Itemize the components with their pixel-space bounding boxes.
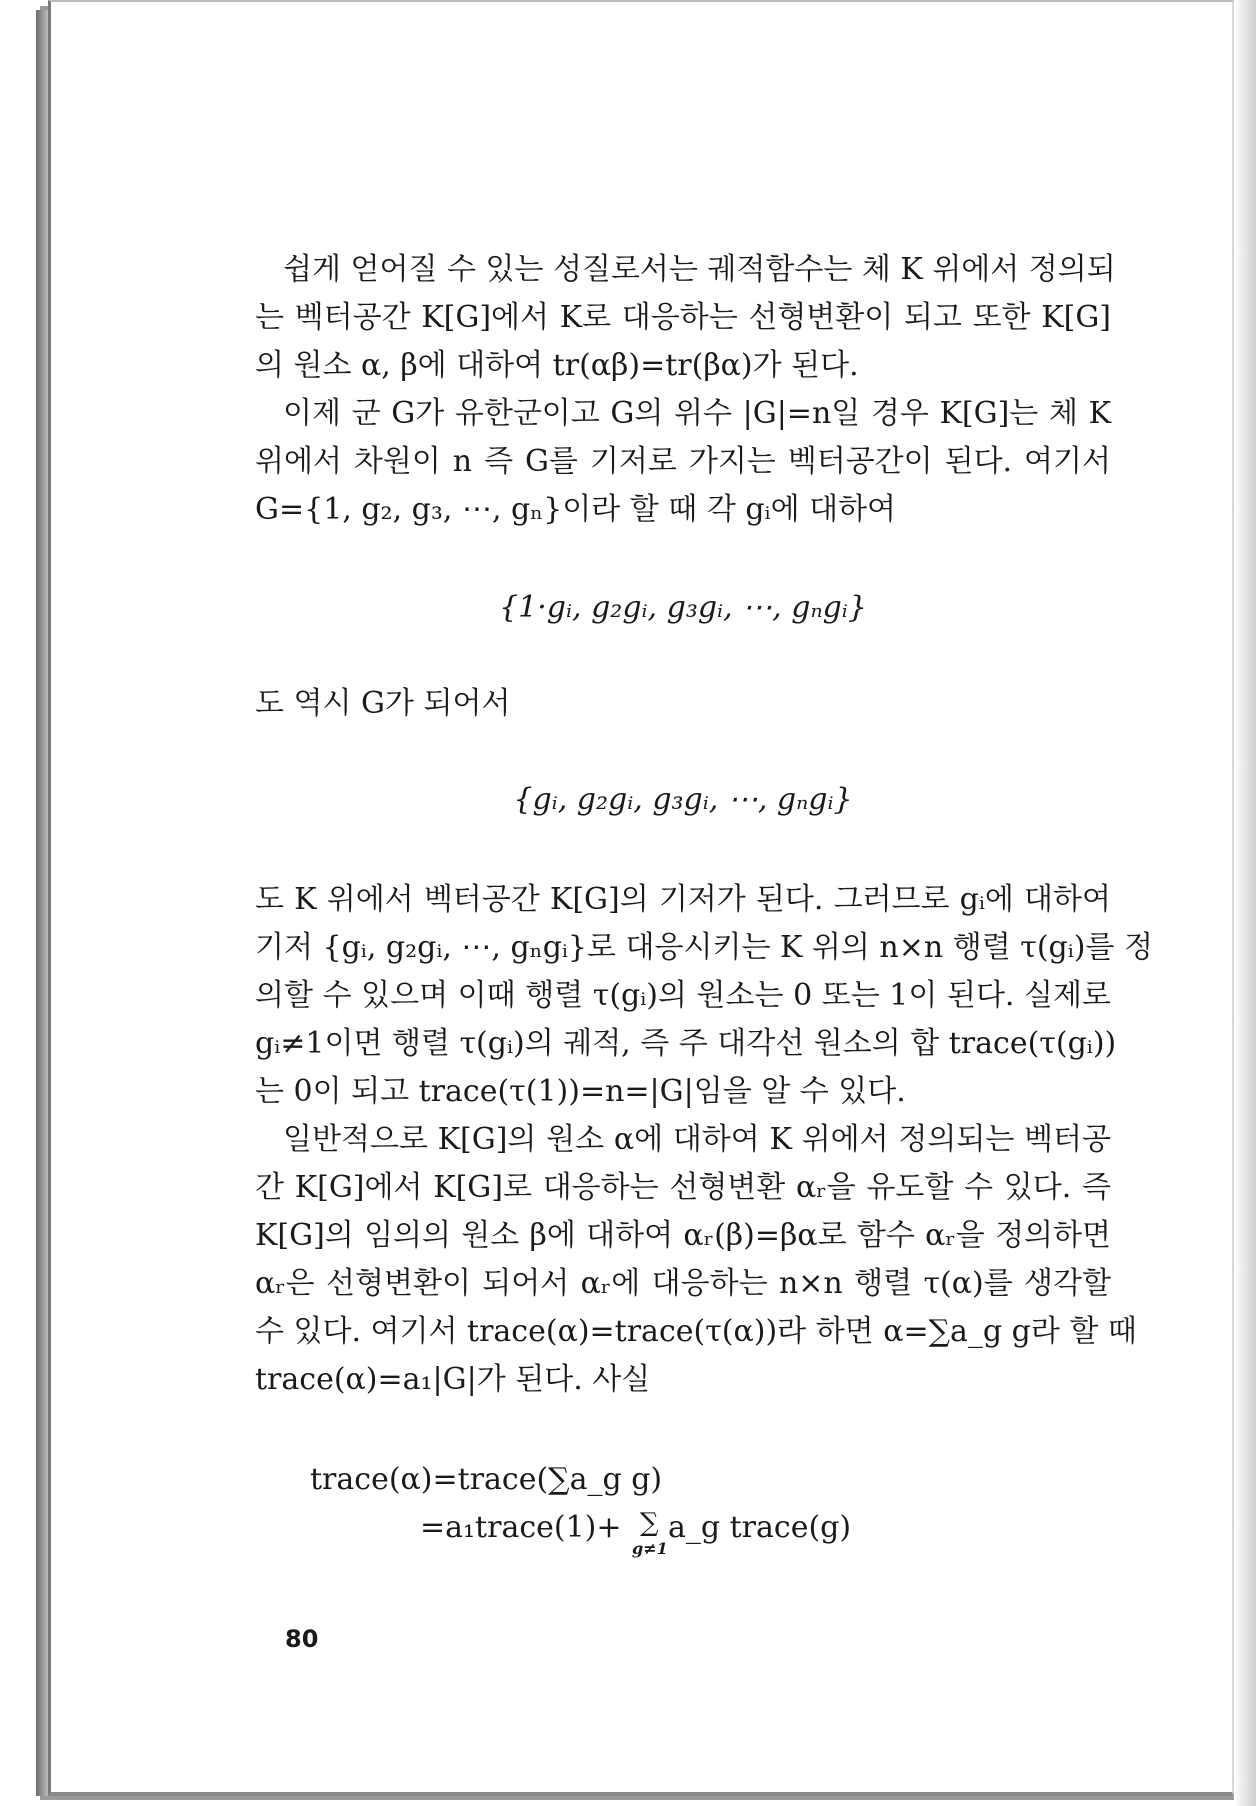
text-line-18: trace(α)=a₁|G|가 된다. 사실 bbox=[255, 1362, 651, 1397]
text-line-17: 수 있다. 여기서 trace(α)=trace(τ(α))라 하면 α=∑a_g g라 할 때 bbox=[255, 1314, 1137, 1349]
sum-subscript: g≠1 bbox=[632, 1539, 668, 1558]
text-line-16: αᵣ은 선형변환이 되어서 αᵣ에 대응하는 n×n 행렬 τ(α)를 생각할 bbox=[255, 1266, 1111, 1301]
text-line-1: 쉽게 얻어질 수 있는 성질로서는 궤적함수는 체 K 위에서 정의되 bbox=[283, 252, 1116, 287]
text-line-15: K[G]의 임의의 원소 β에 대하여 αᵣ(β)=βα로 함수 αᵣ을 정의하면 bbox=[255, 1218, 1111, 1253]
trace-equation-line-2-end: a_g trace(g) bbox=[668, 1510, 852, 1545]
display-equation-1: {1·gᵢ, g₂gᵢ, g₃gᵢ, ⋯, gₙgᵢ} bbox=[499, 590, 867, 625]
text-line-10: 의할 수 있으며 이때 행렬 τ(gᵢ)의 원소는 0 또는 1이 된다. 실제로 bbox=[255, 978, 1111, 1013]
text-line-9: 기저 {gᵢ, g₂gᵢ, ⋯, gₙgᵢ}로 대응시키는 K 위의 n×n 행렬 τ(gᵢ)를 정 bbox=[255, 930, 1153, 965]
text-line-11: gᵢ≠1이면 행렬 τ(gᵢ)의 궤적, 즉 주 대각선 원소의 합 trace(τ(gᵢ)) bbox=[255, 1026, 1117, 1061]
text-line-12: 는 0이 되고 trace(τ(1))=n=|G|임을 알 수 있다. bbox=[255, 1074, 906, 1109]
trace-equation-line-1: trace(α)=trace(∑a_g g) bbox=[310, 1462, 663, 1497]
text-line-8: 도 K 위에서 벡터공간 K[G]의 기저가 된다. 그러므로 gᵢ에 대하여 bbox=[255, 882, 1111, 917]
trace-equation-line-2-start: =a₁trace(1)+ bbox=[420, 1510, 622, 1545]
text-line-3: 의 원소 α, β에 대하여 tr(αβ)=tr(βα)가 된다. bbox=[255, 348, 859, 383]
page-edge bbox=[1234, 0, 1256, 1806]
text-line-5: 위에서 차원이 n 즉 G를 기저로 가지는 벡터공간이 된다. 여기서 bbox=[255, 444, 1111, 479]
text-line-7: 도 역시 G가 되어서 bbox=[255, 686, 511, 721]
text-line-4: 이제 군 G가 유한군이고 G의 위수 |G|=n일 경우 K[G]는 체 K bbox=[283, 396, 1111, 431]
text-line-14: 간 K[G]에서 K[G]로 대응하는 선형변환 αᵣ을 유도할 수 있다. 즉 bbox=[255, 1170, 1111, 1205]
text-line-6: G={1, g₂, g₃, ⋯, gₙ}이라 할 때 각 gᵢ에 대하여 bbox=[255, 492, 897, 527]
text-line-2: 는 벡터공간 K[G]에서 K로 대응하는 선형변환이 되고 또한 K[G] bbox=[255, 300, 1111, 335]
page-number: 80 bbox=[285, 1625, 319, 1653]
sum-symbol: ∑ bbox=[640, 1508, 659, 1538]
text-line-13: 일반적으로 K[G]의 원소 α에 대하여 K 위에서 정의되는 벡터공 bbox=[283, 1122, 1111, 1157]
display-equation-2: {gᵢ, g₂gᵢ, g₃gᵢ, ⋯, gₙgᵢ} bbox=[513, 782, 853, 817]
